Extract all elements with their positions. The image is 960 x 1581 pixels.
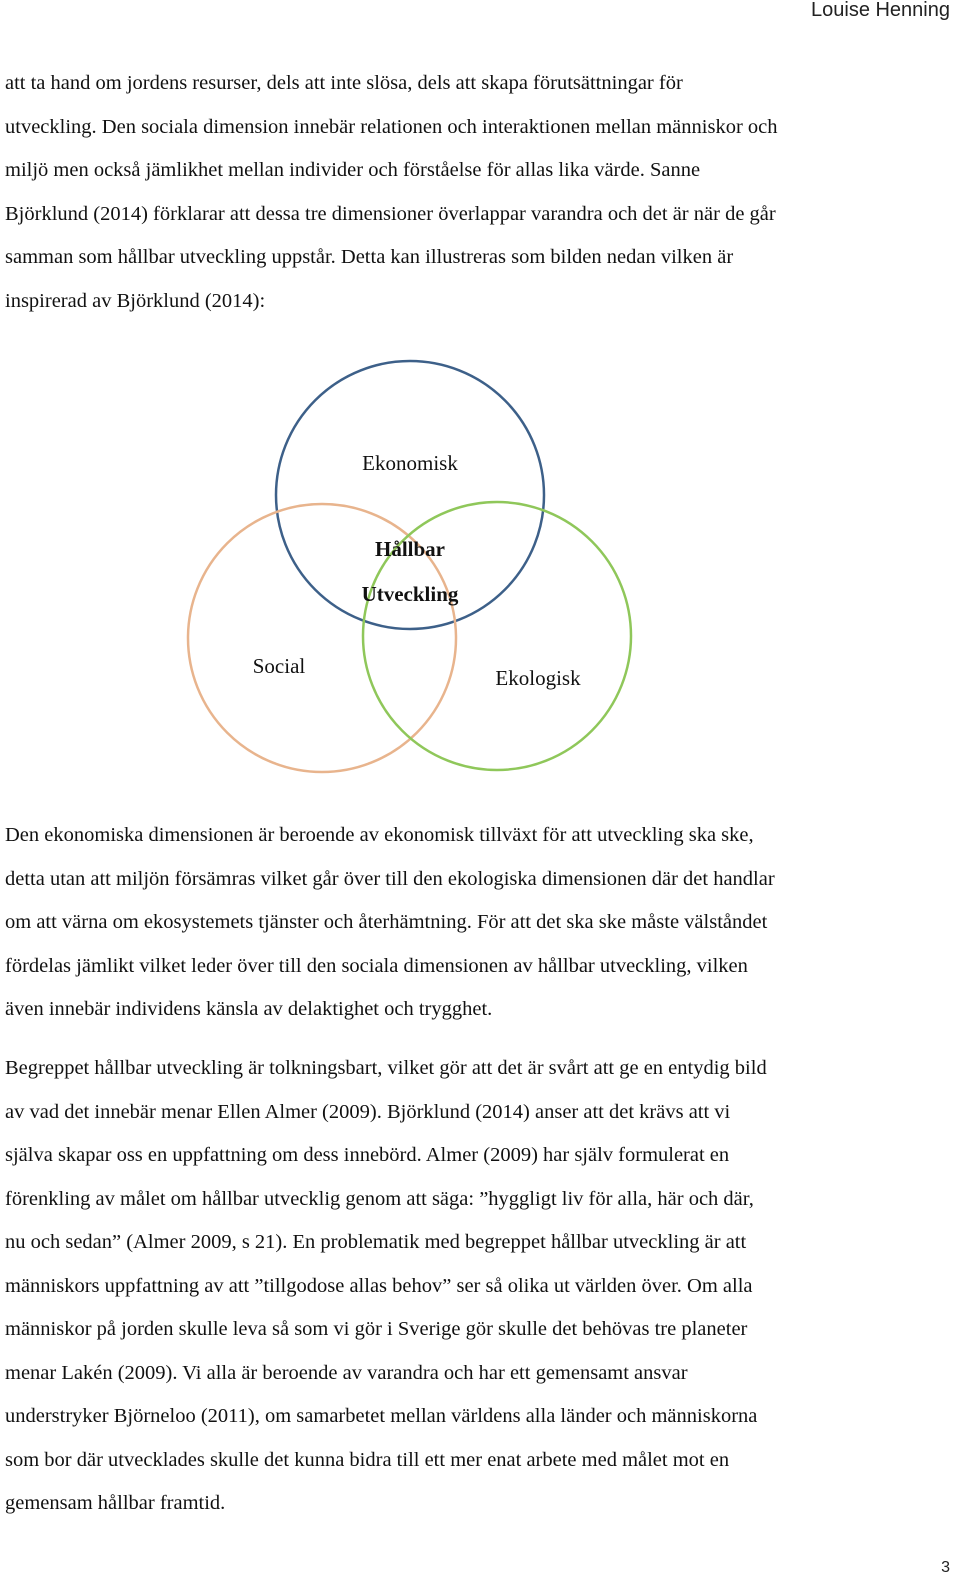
text-line: Begreppet hållbar utveckling är tolkningsbart, vilket gör att det är svårt att ge en entydig bild bbox=[5, 1057, 767, 1079]
text-line: att ta hand om jordens resurser, dels att inte slösa, dels att skapa förutsättningar för bbox=[5, 72, 683, 94]
text-line: inspirerad av Björklund (2014): bbox=[5, 289, 266, 312]
paragraph-intro bbox=[5, 62, 955, 323]
text-line: miljö men också jämlikhet mellan individer och förståelse för allas lika värde. Sanne bbox=[5, 159, 701, 181]
center-label-line2: Utveckling bbox=[361, 582, 459, 606]
text-line: nu och sedan” (Almer 2009, s 21). En problematik med begreppet hållbar utveckling är att bbox=[5, 1231, 747, 1253]
text-line: samman som hållbar utveckling uppstår. Detta kan illustreras som bilden nedan vilken är bbox=[5, 246, 734, 268]
header-author: Louise Henning bbox=[811, 0, 950, 21]
text-line: Björklund (2014) förklarar att dessa tre dimensioner överlappar varandra och det är när de går bbox=[5, 202, 776, 225]
paragraph-dimensions bbox=[5, 814, 955, 1032]
sustainability-venn-diagram bbox=[0, 340, 960, 800]
center-label-line1: Hållbar bbox=[374, 537, 446, 561]
economic-label: Ekonomisk bbox=[362, 451, 458, 475]
text-line: Den ekonomiska dimensionen är beroende av ekonomisk tillväxt för att utveckling ska ske, bbox=[5, 824, 754, 846]
text-line: menar Lakén (2009). Vi alla är beroende av varandra och har ett gemensamt ansvar bbox=[5, 1361, 688, 1384]
text-line: utveckling. Den sociala dimension innebär relationen och interaktionen mellan människor och bbox=[5, 115, 778, 138]
text-line: detta utan att miljön försämras vilket går över till den ekologiska dimensionen där det handlar bbox=[5, 867, 775, 890]
text-line: även innebär individens känsla av delaktighet och trygghet. bbox=[5, 998, 493, 1020]
text-line: människor på jorden skulle leva så som vi gör i Sverige gör skulle det behövas tre planeter bbox=[5, 1318, 748, 1340]
text-line: understryker Björneloo (2011), om samarbetet mellan världens alla länder och människorna bbox=[5, 1405, 758, 1427]
text-line: förenkling av målet om hållbar utvecklig genom att säga: ”hyggligt liv för alla, här och där, bbox=[5, 1187, 754, 1210]
text-line: gemensam hållbar framtid. bbox=[5, 1492, 226, 1514]
text-line: fördelas jämlikt vilket leder över till den sociala dimensionen av hållbar utveckling, vilken bbox=[5, 954, 748, 977]
social-label: Social bbox=[252, 654, 306, 678]
page-number: 3 bbox=[941, 1559, 950, 1576]
text-line: som bor där utvecklades skulle det kunna bidra till ett mer enat arbete med målet mot en bbox=[5, 1448, 730, 1471]
text-line: människors uppfattning av att ”tillgodose allas behov” ser så olika ut världen över. Om alla bbox=[5, 1274, 753, 1297]
paragraph-concept bbox=[5, 1047, 955, 1526]
text-line: av vad det innebär menar Ellen Almer (2009). Björklund (2014) anser att det krävs att vi bbox=[5, 1100, 731, 1123]
text-line: själva skapar oss en uppfattning om dess innebörd. Almer (2009) har själv formulerat en bbox=[5, 1144, 730, 1166]
ecological-label: Ekologisk bbox=[495, 666, 581, 690]
text-line: om att värna om ekosystemets tjänster och återhämtning. För att det ska ske måste välståndet bbox=[5, 911, 768, 933]
